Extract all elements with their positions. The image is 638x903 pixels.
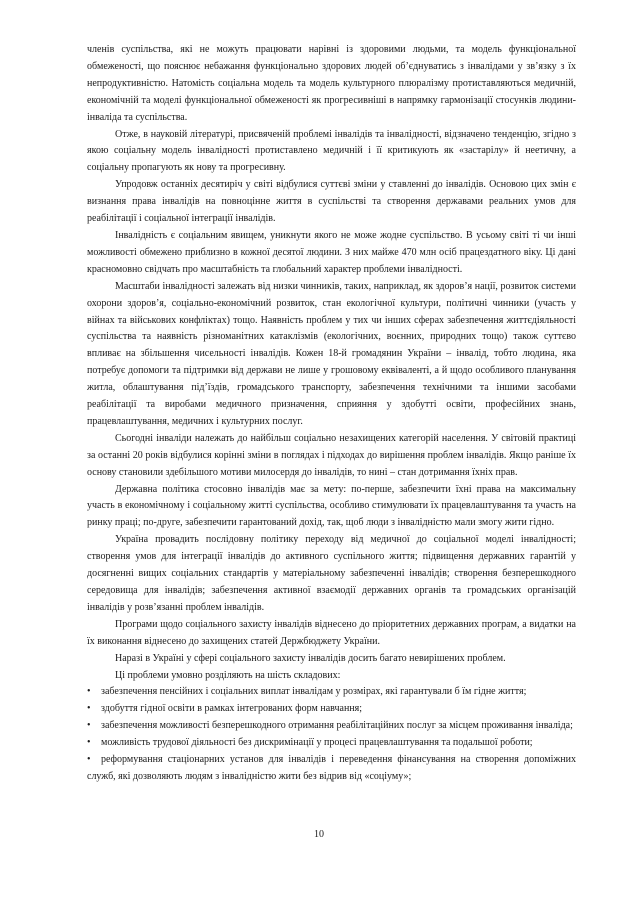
paragraph: Україна провадить послідовну політику переходу від медичної до соціальної моделі інвалідності; створення умов для інтеграції інвалідів до активного суспільного життя; підвищення державних гарантій у досягненні вищих соціальних стандартів у матеріальному забезпеченні інвалідів; створення безперешкодного середовища для інвалідів; забезпечення активної взаємодії державних органів та громадських організацій інвалідів у розв’язанні проблем інвалідів. (87, 534, 576, 613)
list-item-text: здобуття гідної освіти в рамках інтегрованих форм навчання; (101, 703, 363, 715)
paragraph: Отже, в науковій літературі, присвяченій проблемі інвалідів та інвалідності, відзначено тенденцію, згідно з якою соціальну модель інвалідності протиставлено медичній і її критикують як «застарілу» й неетичну, а соціальну пропагують як нову та прогресивну. (87, 128, 576, 174)
paragraph: Сьогодні інваліди належать до найбільш соціально незахищених категорій населення. У світовій практиці за останні 20 років відбулися корінні зміни в поглядах і підходах до вирішення проблем інвалідів. Якщо раніше їх основу становили здебільшого мотиви милосердя до інвалідів, то нині – стан дотримання їхніх прав. (87, 432, 576, 478)
paragraph: Державна політика стосовно інвалідів має за мету: по-перше, забезпечити їхні права на максимальну участь в економічному і соціальному житті суспільства, особливо стимулювати їх працевлаштування та участь на ринку праці; по-друге, забезпечити гарантований дохід, так, щоб люди з інвалідністю мали змогу жити гідно. (87, 483, 576, 529)
problem-list (87, 684, 576, 785)
list-item (87, 701, 576, 718)
document-page (87, 42, 576, 786)
paragraph: Інвалідність є соціальним явищем, уникнути якого не може жодне суспільство. В усьому світі ті чи інші можливості обмежено приблизно в кожної десятої людини. З них майже 470 млн осіб працездатного віку. Ці дані красномовно свідчать про масштабність та глобальний характер проблеми інвалідності. (87, 229, 576, 275)
paragraph: Масштаби інвалідності залежать від низки чинників, таких, наприклад, як здоров’я нації, розвиток системи охорони здоров’я, соціально-економічний розвиток, стан екологічної культури, політичні чинники (участь у війнах та військових конфліктах) тощо. Наявність проблем у тих чи інших сферах забезпечення життєдіяльності суспільства та наявність різноманітних катаклізмів (екологічних, воєнних, природних тощо) також суттєво впливає на збільшення чисельності інвалідів. Кожен 18-й громадянин України – інвалід, тобто людина, яка потребує допомоги та підтримки від держави не лише у грошовому еквіваленті, а й щодо особливого планування житла, облаштування під’їздів, громадського транспорту, забезпечення технічними та іншими засобами реабілітації та виробами медичного призначення, сприяння у здобутті освіти, професійних знань, працевлаштування, медичних і культурних послуг. (87, 280, 576, 427)
list-item (87, 684, 576, 701)
paragraph: Ці проблеми умовно розділяють на шість складових: (115, 669, 341, 681)
bullet-icon: • (87, 720, 91, 732)
paragraph-continuation: членів суспільства, які не можуть працювати нарівні із здоровими людьми, та модель функціональної обмеженості, що пояснює небажання функціонально здорових людей об’єднуватись з інвалідами у зв’язку з їх непродуктивністю. Натомість соціальна модель та модель культурного плюралізму протиставляються медичній, економічній та моделі функціональної обмеженості як прогресивніші в напрямку гармонізації стосунків людини-інваліда та суспільства. (87, 44, 576, 123)
list-item-text: забезпечення пенсійних і соціальних виплат інвалідам у розмірах, які гарантували б їм гідне життя; (101, 686, 527, 698)
list-item-text: можливість трудової діяльності без дискримінації у процесі працевлаштування та подальшої роботи; (101, 737, 533, 749)
paragraph: Наразі в Україні у сфері соціального захисту інвалідів досить багато невирішених проблем. (115, 652, 506, 664)
bullet-icon: • (87, 703, 91, 715)
list-item (87, 735, 576, 752)
list-item-text: реформування стаціонарних установ для інвалідів і переведення фінансування на створення допоміжних служб, які дозволяють людям з інвалідністю жити без відрив від «соціуму»; (87, 754, 576, 782)
bullet-icon: • (87, 754, 91, 766)
bullet-icon: • (87, 737, 91, 749)
list-item (87, 718, 576, 735)
list-item-text: забезпечення можливості безперешкодного отримання реабілітаційних послуг за місцем проживання інваліда; (101, 720, 573, 732)
paragraph: Упродовж останніх десятиріч у світі відбулися суттєві зміни у ставленні до інвалідів. Основою цих змін є визнання права інвалідів на повноцінне життя в суспільстві та створення державами реальних умов для реабілітації і соціальної інтеграції інвалідів. (87, 179, 576, 225)
bullet-icon: • (87, 686, 91, 698)
paragraph: Програми щодо соціального захисту інвалідів віднесено до пріоритетних державних програм, а видатки на їх виконання віднесено до захищених статей Держбюджету України. (87, 618, 576, 647)
page-number: 10 (314, 829, 324, 840)
list-item (87, 752, 576, 786)
